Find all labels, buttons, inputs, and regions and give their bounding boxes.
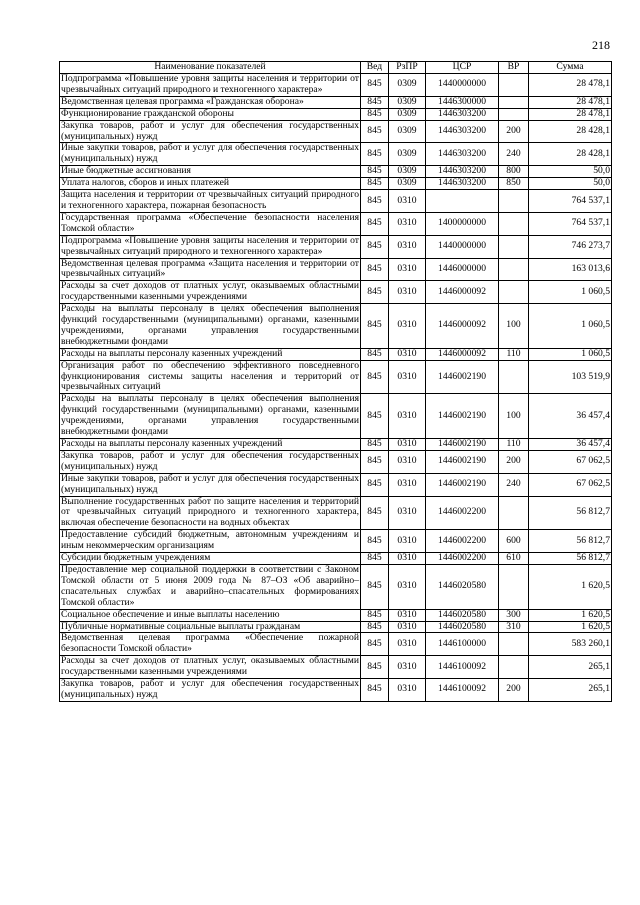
cell-sum: 56 812,7 <box>529 496 612 530</box>
cell-rzpr: 0310 <box>389 553 426 565</box>
cell-csr: 1446002190 <box>426 394 499 439</box>
cell-ved: 845 <box>361 304 389 349</box>
cell-ved: 845 <box>361 656 389 679</box>
cell-name: Подпрограмма «Повышение уровня защиты населения и территории от чрезвычайных ситуаций природного и техногенного характера» <box>61 73 359 95</box>
cell-name: Функционирование гражданской обороны <box>60 108 361 120</box>
cell-sum: 746 273,7 <box>529 235 612 258</box>
cell-vr: 850 <box>499 178 529 190</box>
cell-ved: 845 <box>361 450 389 473</box>
cell-vr: 110 <box>499 348 529 360</box>
cell-ved: 845 <box>361 360 389 394</box>
cell-rzpr: 0310 <box>389 530 426 553</box>
cell-rzpr: 0309 <box>389 74 426 97</box>
cell-csr: 1446002190 <box>426 473 499 496</box>
cell-csr: 1446020580 <box>426 621 499 633</box>
cell-name: Иные закупки товаров, работ и услуг для обеспечения государственных (муниципальных) нужд <box>61 472 359 495</box>
cell-vr: 200 <box>499 679 529 702</box>
cell-vr: 610 <box>499 553 529 565</box>
cell-csr: 1446020580 <box>426 609 499 621</box>
table-row <box>60 360 612 394</box>
cell-name: Уплата налогов, сборов и иных платежей <box>60 178 361 190</box>
cell-csr: 1446300000 <box>426 96 499 108</box>
cell-csr: 1446002200 <box>426 530 499 553</box>
cell-vr <box>499 212 529 235</box>
cell-csr: 1446002190 <box>426 360 499 394</box>
cell-vr <box>499 633 529 656</box>
table-row <box>60 348 612 360</box>
cell-name: Расходы за счет доходов от платных услуг, оказываемых областными государственными казенными учреждениями <box>61 655 359 678</box>
cell-name: Ведомственная целевая программа «Защита населения и территории от чрезвычайных ситуаций» <box>61 257 359 280</box>
cell-rzpr: 0309 <box>389 120 426 143</box>
cell-name: Социальное обеспечение и иные выплаты населению <box>60 609 361 621</box>
cell-rzpr: 0310 <box>389 304 426 349</box>
cell-name: Иные закупки товаров, работ и услуг для обеспечения государственных (муниципальных) нужд <box>61 142 359 165</box>
cell-csr: 1446303200 <box>426 120 499 143</box>
table-row <box>60 96 612 108</box>
cell-sum: 56 812,7 <box>529 553 612 565</box>
table-row <box>60 609 612 621</box>
cell-name: Закупка товаров, работ и услуг для обеспечения государственных (муниципальных) нужд <box>61 119 359 142</box>
cell-ved: 845 <box>361 108 389 120</box>
cell-csr: 1446303200 <box>426 143 499 166</box>
cell-rzpr: 0310 <box>389 473 426 496</box>
cell-ved: 845 <box>361 166 389 178</box>
cell-ved: 845 <box>361 235 389 258</box>
cell-csr: 1446002190 <box>426 450 499 473</box>
cell-csr: 1446020580 <box>426 564 499 609</box>
table-row <box>60 212 612 235</box>
cell-rzpr: 0309 <box>389 143 426 166</box>
cell-rzpr: 0310 <box>389 679 426 702</box>
cell-sum: 67 062,5 <box>529 450 612 473</box>
cell-csr: 1446000092 <box>426 304 499 349</box>
cell-sum: 36 457,4 <box>529 439 612 451</box>
cell-vr <box>499 360 529 394</box>
cell-ved: 845 <box>361 120 389 143</box>
cell-rzpr: 0310 <box>389 394 426 439</box>
cell-csr: 1446000092 <box>426 348 499 360</box>
cell-csr: 1446000000 <box>426 258 499 281</box>
cell-sum: 67 062,5 <box>529 473 612 496</box>
cell-sum: 163 013,6 <box>529 258 612 281</box>
cell-vr <box>499 258 529 281</box>
cell-name: Расходы на выплаты персоналу казенных учреждений <box>60 439 361 451</box>
cell-rzpr: 0310 <box>389 633 426 656</box>
cell-ved: 845 <box>361 143 389 166</box>
cell-rzpr: 0310 <box>389 190 426 213</box>
cell-vr: 800 <box>499 166 529 178</box>
cell-name: Ведомственная целевая программа «Гражданская оборона» <box>60 96 361 108</box>
cell-ved: 845 <box>361 258 389 281</box>
table-row <box>60 235 612 258</box>
cell-ved: 845 <box>361 74 389 97</box>
cell-vr: 110 <box>499 439 529 451</box>
cell-sum: 265,1 <box>529 656 612 679</box>
cell-vr <box>499 96 529 108</box>
cell-sum: 1 060,5 <box>529 281 612 304</box>
header-name: Наименование показателей <box>60 62 361 74</box>
cell-sum: 28 478,1 <box>529 74 612 97</box>
budget-table <box>59 61 612 702</box>
cell-ved: 845 <box>361 348 389 360</box>
header-ved: Вед <box>361 62 389 74</box>
cell-ved: 845 <box>361 564 389 609</box>
cell-sum: 56 812,7 <box>529 530 612 553</box>
cell-sum: 50,0 <box>529 166 612 178</box>
cell-vr: 240 <box>499 143 529 166</box>
table-row <box>60 553 612 565</box>
cell-csr <box>426 190 499 213</box>
header-rzpr: РзПР <box>389 62 426 74</box>
cell-ved: 845 <box>361 473 389 496</box>
cell-vr: 300 <box>499 609 529 621</box>
cell-name: Защита населения и территории от чрезвычайных ситуаций природного и техногенного характера, пожарная безопасность <box>61 189 359 211</box>
table-row <box>60 564 612 609</box>
table-header-row <box>60 62 612 74</box>
cell-name: Предоставление мер социальной поддержки в соответствии с Законом Томской области от 5 июня 2009 года № 87–ОЗ «Об аварийно–спасательных службах и аварийно–спасательных формированиях Томской области» <box>61 563 359 608</box>
cell-rzpr: 0309 <box>389 166 426 178</box>
cell-name: Публичные нормативные социальные выплаты гражданам <box>60 621 361 633</box>
cell-ved: 845 <box>361 394 389 439</box>
table-row <box>60 281 612 304</box>
table-row <box>60 450 612 473</box>
cell-ved: 845 <box>361 281 389 304</box>
cell-csr: 1446002190 <box>426 439 499 451</box>
cell-vr: 310 <box>499 621 529 633</box>
cell-sum: 764 537,1 <box>529 190 612 213</box>
cell-name: Подпрограмма «Повышение уровня защиты населения и территории от чрезвычайных ситуаций природного и техногенного характера» <box>61 234 359 257</box>
cell-name: Выполнение государственных работ по защите населения и территорий от чрезвычайных ситуаций природного и техногенного характера, включая обеспечение безопасности на водных объектах <box>61 495 359 529</box>
cell-ved: 845 <box>361 96 389 108</box>
cell-ved: 845 <box>361 178 389 190</box>
table-row <box>60 190 612 213</box>
cell-ved: 845 <box>361 530 389 553</box>
cell-ved: 845 <box>361 439 389 451</box>
cell-ved: 845 <box>361 609 389 621</box>
cell-name: Закупка товаров, работ и услуг для обеспечения государственных (муниципальных) нужд <box>61 449 359 472</box>
cell-sum: 36 457,4 <box>529 394 612 439</box>
cell-vr: 200 <box>499 120 529 143</box>
cell-name: Расходы за счет доходов от платных услуг, оказываемых областными государственными казенными учреждениями <box>61 280 359 303</box>
table-row <box>60 679 612 702</box>
table-row <box>60 473 612 496</box>
cell-rzpr: 0310 <box>389 235 426 258</box>
cell-rzpr: 0309 <box>389 178 426 190</box>
table-row <box>60 496 612 530</box>
cell-name: Расходы на выплаты персоналу казенных учреждений <box>60 348 361 360</box>
cell-rzpr: 0310 <box>389 609 426 621</box>
table-row <box>60 258 612 281</box>
table-row <box>60 633 612 656</box>
table-row <box>60 621 612 633</box>
cell-vr <box>499 235 529 258</box>
cell-rzpr: 0310 <box>389 656 426 679</box>
cell-csr: 1440000000 <box>426 74 499 97</box>
cell-sum: 583 260,1 <box>529 633 612 656</box>
cell-sum: 1 060,5 <box>529 304 612 349</box>
cell-vr: 600 <box>499 530 529 553</box>
cell-ved: 845 <box>361 190 389 213</box>
cell-vr <box>499 74 529 97</box>
cell-name: Субсидии бюджетным учреждениям <box>60 553 361 565</box>
cell-sum: 50,0 <box>529 178 612 190</box>
table-row <box>60 178 612 190</box>
cell-rzpr: 0310 <box>389 360 426 394</box>
cell-ved: 845 <box>361 553 389 565</box>
table-body <box>60 74 612 702</box>
cell-vr: 100 <box>499 304 529 349</box>
cell-vr <box>499 281 529 304</box>
cell-vr <box>499 564 529 609</box>
cell-vr <box>499 656 529 679</box>
cell-name: Расходы на выплаты персоналу в целях обеспечения выполнения функций государственными (муниципальными) органами, казенными учреждениями, органами управления государственными внебюджетными фондами <box>61 393 359 438</box>
table-row <box>60 143 612 166</box>
cell-rzpr: 0310 <box>389 212 426 235</box>
cell-sum: 1 620,5 <box>529 609 612 621</box>
cell-csr: 1446000092 <box>426 281 499 304</box>
table-row <box>60 304 612 349</box>
cell-rzpr: 0309 <box>389 96 426 108</box>
cell-ved: 845 <box>361 621 389 633</box>
cell-name: Организация работ по обеспечению эффективного повседневного функционирования системы защиты населения и территорий от чрезвычайных ситуаций <box>61 359 359 393</box>
cell-name: Ведомственная целевая программа «Обеспечение пожарной безопасности Томской области» <box>61 632 359 655</box>
cell-ved: 845 <box>361 633 389 656</box>
cell-csr: 1446303200 <box>426 108 499 120</box>
cell-sum: 1 060,5 <box>529 348 612 360</box>
cell-csr: 1446100092 <box>426 679 499 702</box>
cell-csr: 1446303200 <box>426 178 499 190</box>
cell-name: Закупка товаров, работ и услуг для обеспечения государственных (муниципальных) нужд <box>61 678 359 700</box>
cell-vr: 240 <box>499 473 529 496</box>
cell-sum: 265,1 <box>529 679 612 702</box>
cell-rzpr: 0310 <box>389 281 426 304</box>
table-row <box>60 120 612 143</box>
page-number: 218 <box>592 38 610 52</box>
table-row <box>60 530 612 553</box>
cell-csr: 1446303200 <box>426 166 499 178</box>
cell-rzpr: 0310 <box>389 564 426 609</box>
cell-sum: 28 428,1 <box>529 120 612 143</box>
cell-rzpr: 0310 <box>389 258 426 281</box>
header-csr: ЦСР <box>426 62 499 74</box>
cell-vr <box>499 190 529 213</box>
cell-ved: 845 <box>361 212 389 235</box>
cell-name: Расходы на выплаты персоналу в целях обеспечения выполнения функций государственными (муниципальными) органами, казенными учреждениями, органами управления государственными внебюджетными фондами <box>61 303 359 347</box>
cell-name: Государственная программа «Обеспечение безопасности населения Томской области» <box>61 211 359 234</box>
table-row <box>60 394 612 439</box>
cell-vr: 200 <box>499 450 529 473</box>
cell-sum: 1 620,5 <box>529 564 612 609</box>
cell-csr: 1446100000 <box>426 633 499 656</box>
cell-csr: 1446100092 <box>426 656 499 679</box>
cell-csr: 1440000000 <box>426 235 499 258</box>
cell-csr: 1446002200 <box>426 496 499 530</box>
table-row <box>60 656 612 679</box>
cell-vr: 100 <box>499 394 529 439</box>
cell-csr: 1446002200 <box>426 553 499 565</box>
cell-rzpr: 0310 <box>389 439 426 451</box>
cell-name: Иные бюджетные ассигнования <box>60 166 361 178</box>
cell-name: Предоставление субсидий бюджетным, автономным учреждениям и иным некоммерческим организациям <box>61 529 359 552</box>
cell-ved: 845 <box>361 496 389 530</box>
cell-rzpr: 0310 <box>389 450 426 473</box>
cell-ved: 845 <box>361 679 389 702</box>
table-row <box>60 74 612 97</box>
cell-rzpr: 0309 <box>389 108 426 120</box>
cell-sum: 103 519,9 <box>529 360 612 394</box>
header-sum: Сумма <box>529 62 612 74</box>
cell-sum: 28 428,1 <box>529 143 612 166</box>
table-row <box>60 166 612 178</box>
cell-rzpr: 0310 <box>389 496 426 530</box>
table-row <box>60 108 612 120</box>
cell-csr: 1400000000 <box>426 212 499 235</box>
header-vr: ВР <box>499 62 529 74</box>
cell-rzpr: 0310 <box>389 621 426 633</box>
cell-sum: 28 478,1 <box>529 96 612 108</box>
table-row <box>60 439 612 451</box>
cell-rzpr: 0310 <box>389 348 426 360</box>
cell-vr <box>499 496 529 530</box>
cell-sum: 1 620,5 <box>529 621 612 633</box>
cell-vr <box>499 108 529 120</box>
cell-sum: 28 478,1 <box>529 108 612 120</box>
cell-sum: 764 537,1 <box>529 212 612 235</box>
